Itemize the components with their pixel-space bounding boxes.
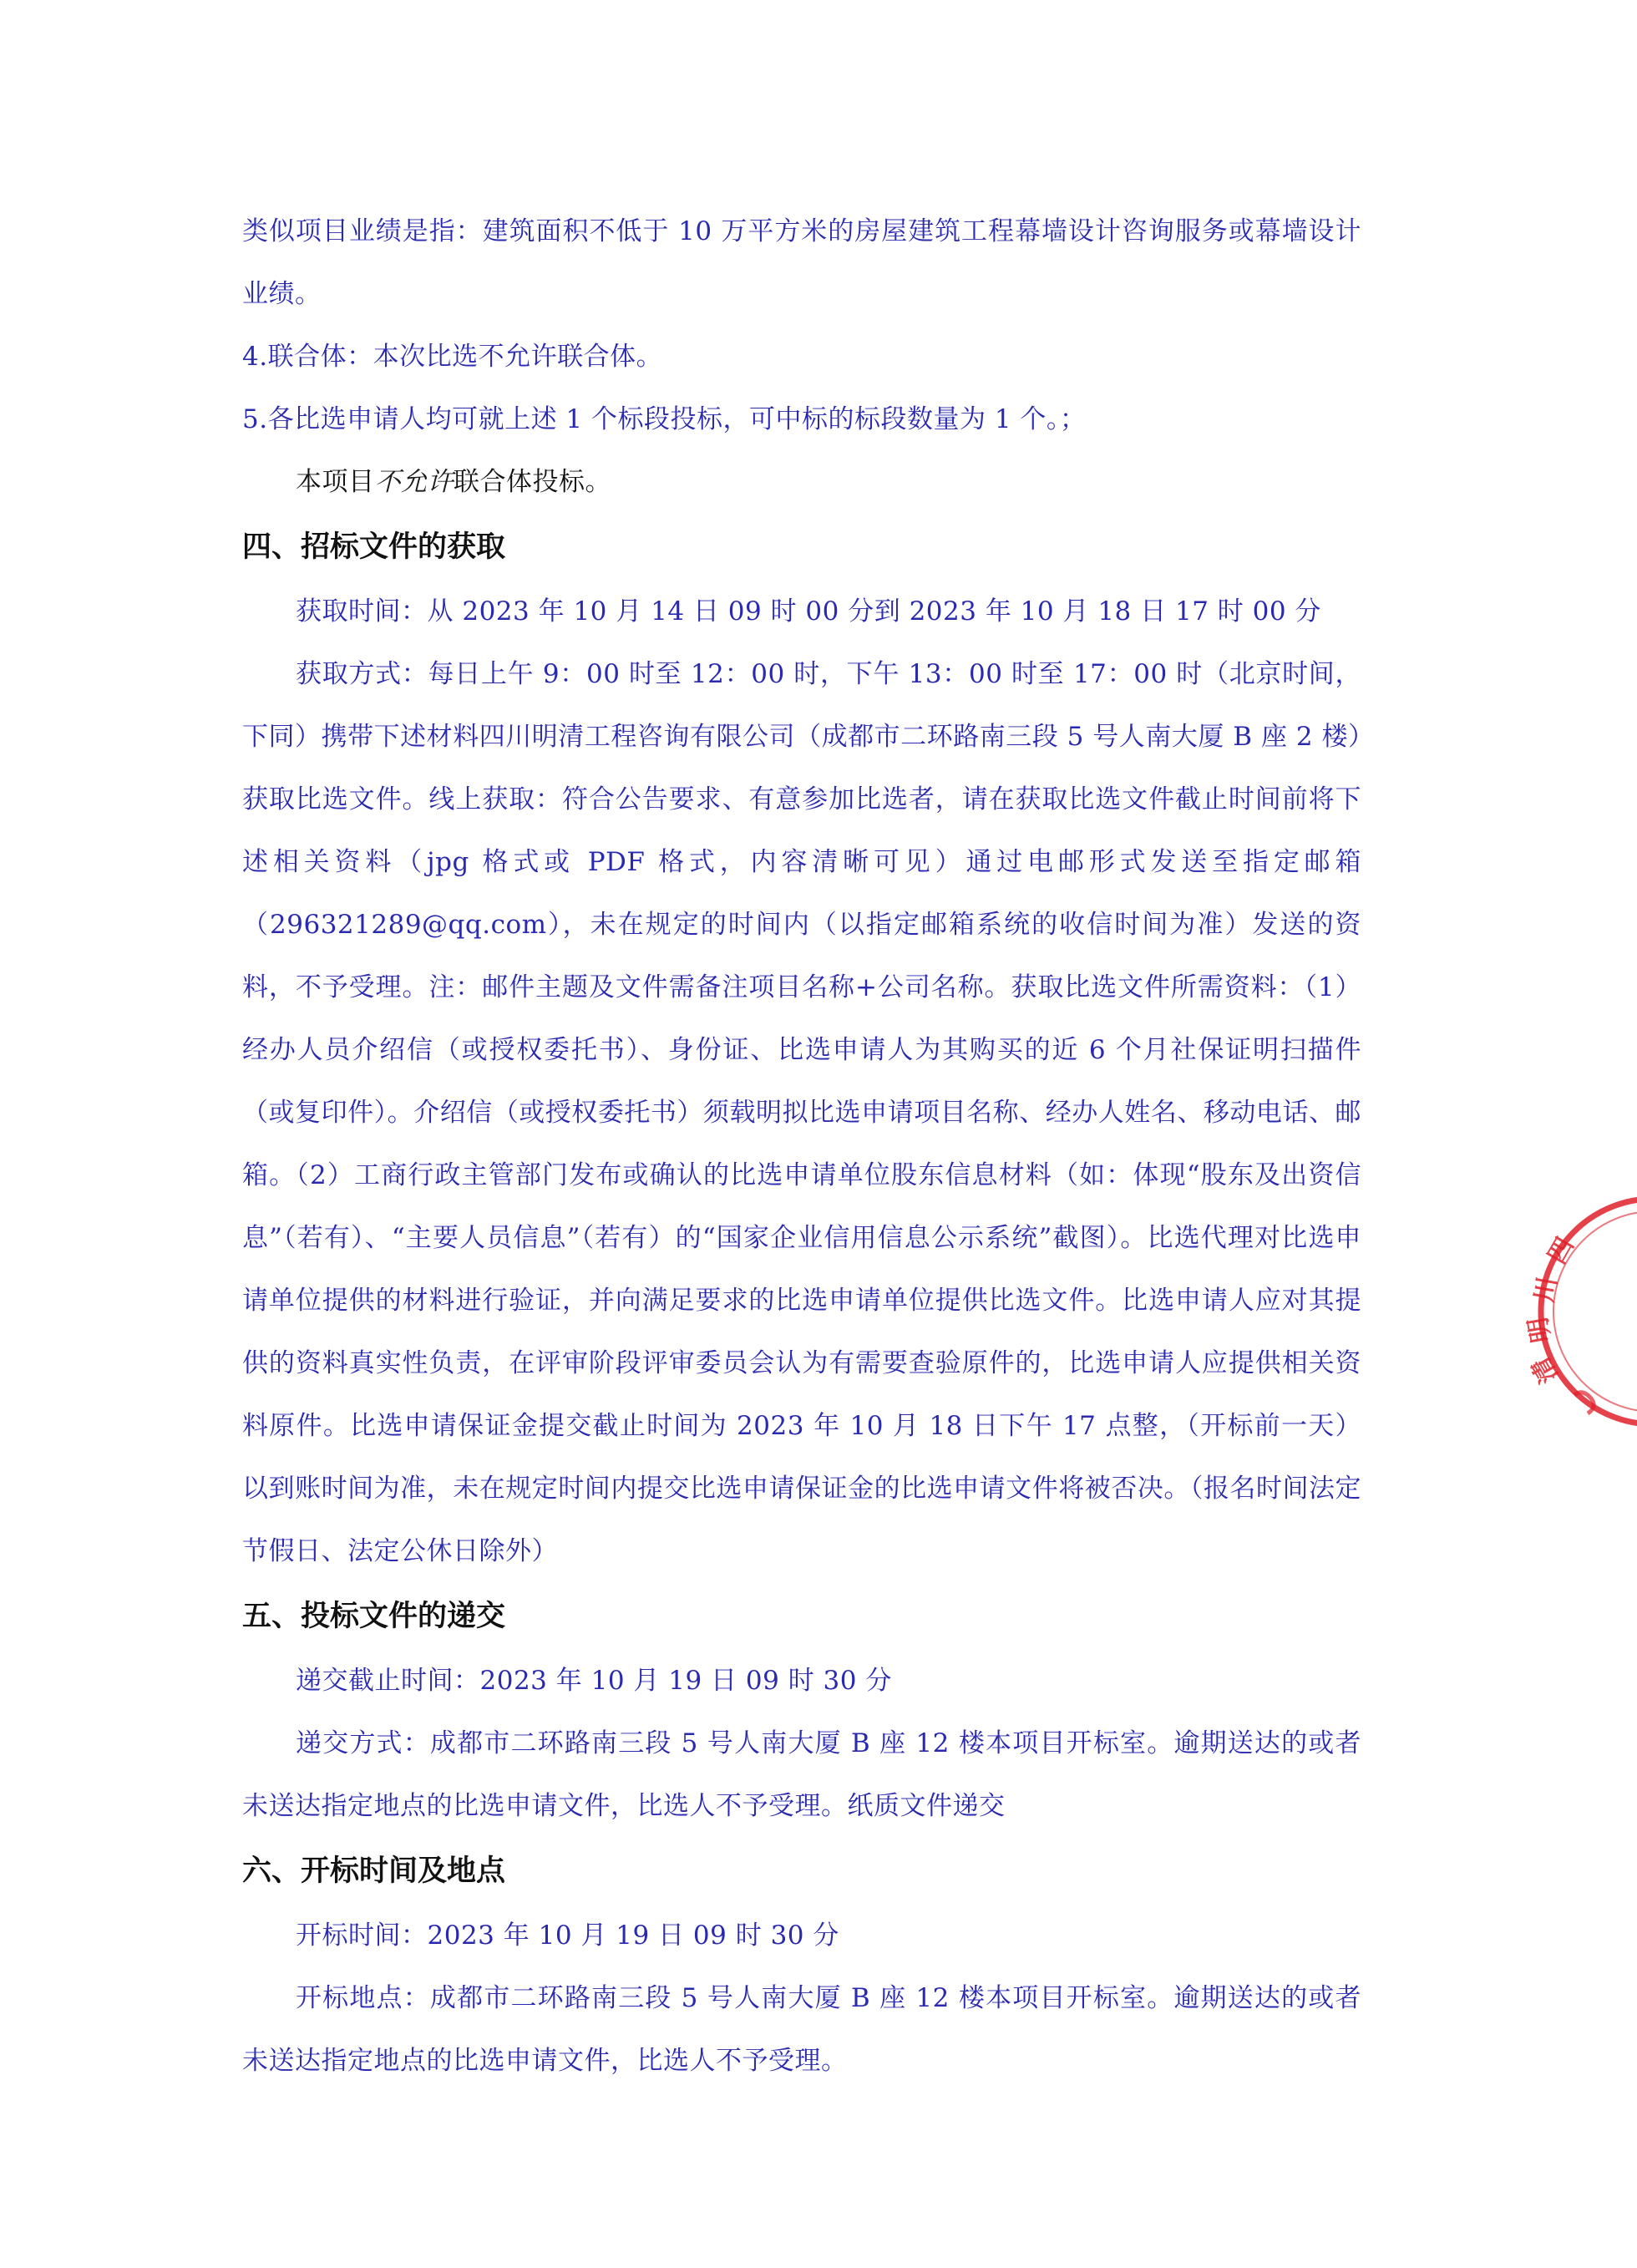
similar-project-paragraph: 类似项目业绩是指：建筑面积不低于 10 万平方米的房屋建筑工程幕墙设计咨询服务或幕墙设计业绩。: [242, 216, 1361, 309]
svg-text:清: 清: [1526, 1352, 1564, 1388]
svg-text:四: 四: [1542, 1232, 1580, 1269]
section-4-heading: 四、招标文件的获取: [242, 530, 506, 564]
svg-text:明: 明: [1523, 1315, 1557, 1345]
consortium-prefix: 本项目: [296, 467, 375, 497]
submission-method: 递交方式：成都市二环路南三段 5 号人南大厦 B 座 12 楼本项目开标室。逾期送达的或者未送达指定地点的比选申请文件，比选人不予受理。纸质文件递交: [242, 1728, 1361, 1821]
company-seal: [1523, 1186, 1637, 1437]
lot-rule-paragraph: 5.各比选申请人均可就上述 1 个标段投标，可中标的标段数量为 1 个。；: [242, 404, 1087, 434]
acquisition-time: 获取时间：从 2023 年 10 月 14 日 09 时 00 分到 2023 年 10 月 18 日 17 时 00 分: [296, 596, 1321, 627]
section-5-heading: 五、投标文件的递交: [242, 1600, 506, 1633]
opening-time: 开标时间：2023 年 10 月 19 日 09 时 30 分: [296, 1920, 839, 1951]
seal-graphic: [1523, 1186, 1637, 1437]
submission-deadline: 递交截止时间：2023 年 10 月 19 日 09 时 30 分: [296, 1666, 892, 1696]
svg-text:川: 川: [1529, 1274, 1564, 1305]
consortium-suffix: 联合体投标。: [454, 467, 611, 497]
consortium-value: 不允许: [374, 467, 454, 497]
section-6-heading: 六、开标时间及地点: [242, 1854, 506, 1888]
document-content: [242, 200, 1361, 2093]
consortium-rule-paragraph: 4.联合体：本次比选不允许联合体。: [242, 342, 663, 372]
acquisition-method: 获取方式：每日上午 9：00 时至 12：00 时，下午 13：00 时至 17：00 时（北京时间，下同）携带下述材料四川明清工程咨询有限公司（成都市二环路南三段 5 号人南大厦 B 座 2 楼）获取比选文件。线上获取：符合公告要求、有意参加比选者，请在获取比选文件截止时间前将下述相关资料（jpg 格式或 PDF 格式，内容清晰可见）通过电邮形式发送至指定邮箱（296321289@qq.com），未在规定的时间内（以指定邮箱系统的收信时间为准）发送的资料，不予受理。注：邮件主题及文件需备注项目名称+公司名称。获取比选文件所需资料：（1）经办人员介绍信（或授权委托书）、身份证、比选申请人为其购买的近 6 个月社保证明扫描件（或复印件）。介绍信（或授权委托书）须载明拟比选申请项目名称、经办人姓名、移动电话、邮箱。（2）工商行政主管部门发布或确认的比选申请单位股东信息材料（如：体现“股东及出资信息”（若有）、“主要人员信息”（若有）的“国家企业信用信息公示系统”截图）。比选代理对比选申请单位提供的材料进行验证，并向满足要求的比选申请单位提供比选文件。比选申请人应对其提供的资料真实性负责，在评审阶段评审委员会认为有需要查验原件的，比选申请人应提供相关资料原件。比选申请保证金提交截止时间为 2023 年 10 月 18 日下午 17 点整，（开标前一天）以到账时间为准，未在规定时间内提交比选申请保证金的比选申请文件将被否决。（报名时间法定节假日、法定公休日除外）: [242, 659, 1361, 1566]
consortium-statement: [242, 451, 1361, 514]
opening-place: 开标地点：成都市二环路南三段 5 号人南大厦 B 座 12 楼本项目开标室。逾期送达的或者未送达指定地点的比选申请文件，比选人不予受理。: [242, 1983, 1361, 2076]
